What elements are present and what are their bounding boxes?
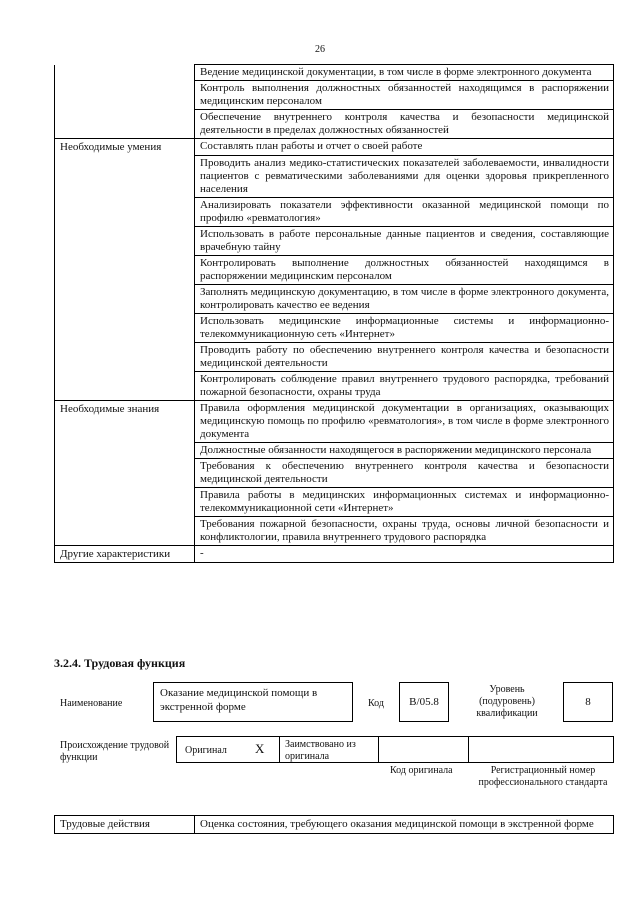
row-text: Правила оформления медицинской документации в организациях, оказывающих медицинскую помощь по профилю «ревматология», в том числе в форме электронного документа [195, 400, 614, 442]
row-text: Требования к обеспечению внутреннего контроля качества и безопасности медицинской деятельности [195, 458, 614, 487]
table-row [55, 487, 614, 516]
table-row [55, 371, 614, 400]
actions-table [54, 815, 614, 834]
row-label: Другие характеристики [55, 545, 195, 562]
row-text: Контролировать соблюдение правил внутреннего трудового распорядка, требований пожарной безопасности, охраны труда [195, 371, 614, 400]
table-row [55, 284, 614, 313]
row-text: - [195, 545, 614, 562]
name-value-box [153, 682, 353, 722]
name-label: Наименование [60, 698, 123, 709]
section-heading: 3.2.4. Трудовая функция [54, 656, 186, 670]
code-value: B/05.8 [409, 696, 439, 708]
row-text: Использовать медицинские информационные системы и информационно-телекоммуникационную сеть «Интернет» [195, 313, 614, 342]
requirements-table [54, 64, 614, 563]
row-text: Использовать в работе персональные данные пациентов и сведения, составляющие врачебную тайну [195, 226, 614, 255]
row-text: Правила работы в медицинских информационных системах и информационно-телекоммуникационной сети «Интернет» [195, 487, 614, 516]
row-text: Требования пожарной безопасности, охраны труда, основы личной безопасности и конфликтологии, правила внутреннего трудового распорядка [195, 516, 614, 545]
row-text: Проводить анализ медико-статистических показателей заболеваемости, инвалидности пациентов с ревматическими заболеваниями для оценки здоровья прикрепленного населения [195, 155, 614, 197]
row-label [55, 255, 195, 284]
table-row [55, 458, 614, 487]
reg-number-caption: Регистрационный номер профессионального стандарта [478, 765, 608, 788]
code-value-box [399, 682, 449, 722]
row-label [55, 313, 195, 342]
origin-label: Происхождение трудовой функции [60, 740, 170, 763]
table-row [55, 226, 614, 255]
row-label [55, 226, 195, 255]
table-row [55, 313, 614, 342]
row-label: Трудовые действия [55, 816, 195, 834]
table-row [55, 81, 614, 110]
page-number: 26 [315, 44, 325, 55]
row-label: Необходимые знания [55, 400, 195, 442]
row-label [55, 197, 195, 226]
table-row [55, 342, 614, 371]
row-label [55, 487, 195, 516]
original-label: Оригинал [185, 745, 227, 756]
row-label [55, 110, 195, 139]
name-value: Оказание медицинской помощи в экстренной форме [160, 687, 318, 713]
row-label: Необходимые умения [55, 139, 195, 156]
level-label: Уровень (подуровень) квалификации [476, 684, 538, 719]
row-label [55, 284, 195, 313]
table-row [55, 155, 614, 197]
row-text: Анализировать показатели эффективности оказанной медицинской помощи по профилю «ревматология» [195, 197, 614, 226]
row-label [55, 342, 195, 371]
table-row [55, 816, 614, 834]
table-row [55, 516, 614, 545]
row-label [55, 81, 195, 110]
borrowed-box [279, 736, 379, 763]
reg-number-box [468, 736, 614, 763]
original-box [176, 736, 280, 763]
level-value-box [563, 682, 613, 722]
original-mark: X [255, 741, 265, 756]
code-original-caption: Код оригинала [390, 765, 453, 776]
row-label [55, 65, 195, 81]
row-text: Проводить работу по обеспечению внутреннего контроля качества и безопасности медицинской деятельности [195, 342, 614, 371]
row-text: Составлять план работы и отчет о своей работе [195, 139, 614, 156]
row-text: Контроль выполнения должностных обязанностей находящимся в распоряжении медицинским персоналом [195, 81, 614, 110]
row-label [55, 442, 195, 458]
borrowed-label: Заимствовано из оригинала [285, 739, 356, 762]
table-row [55, 65, 614, 81]
row-text: Заполнять медицинскую документацию, в том числе в форме электронного документа, контролировать качество ее ведения [195, 284, 614, 313]
table-row [55, 545, 614, 562]
row-label [55, 155, 195, 197]
table-row [55, 442, 614, 458]
row-text: Должностные обязанности находящегося в распоряжении медицинского персонала [195, 442, 614, 458]
table-row [55, 400, 614, 442]
code-original-box [378, 736, 469, 763]
row-text: Обеспечение внутреннего контроля качества и безопасности медицинской деятельности в пределах должностных обязанностей [195, 110, 614, 139]
row-text: Ведение медицинской документации, в том числе в форме электронного документа [195, 65, 614, 81]
row-text: Оценка состояния, требующего оказания медицинской помощи в экстренной форме [195, 816, 614, 834]
row-label [55, 371, 195, 400]
table-row [55, 255, 614, 284]
code-label: Код [368, 698, 384, 709]
row-label [55, 516, 195, 545]
table-row [55, 139, 614, 156]
table-row [55, 110, 614, 139]
row-label [55, 458, 195, 487]
row-text: Контролировать выполнение должностных обязанностей находящимся в распоряжении медицинским персоналом [195, 255, 614, 284]
level-value: 8 [585, 696, 591, 708]
table-row [55, 197, 614, 226]
